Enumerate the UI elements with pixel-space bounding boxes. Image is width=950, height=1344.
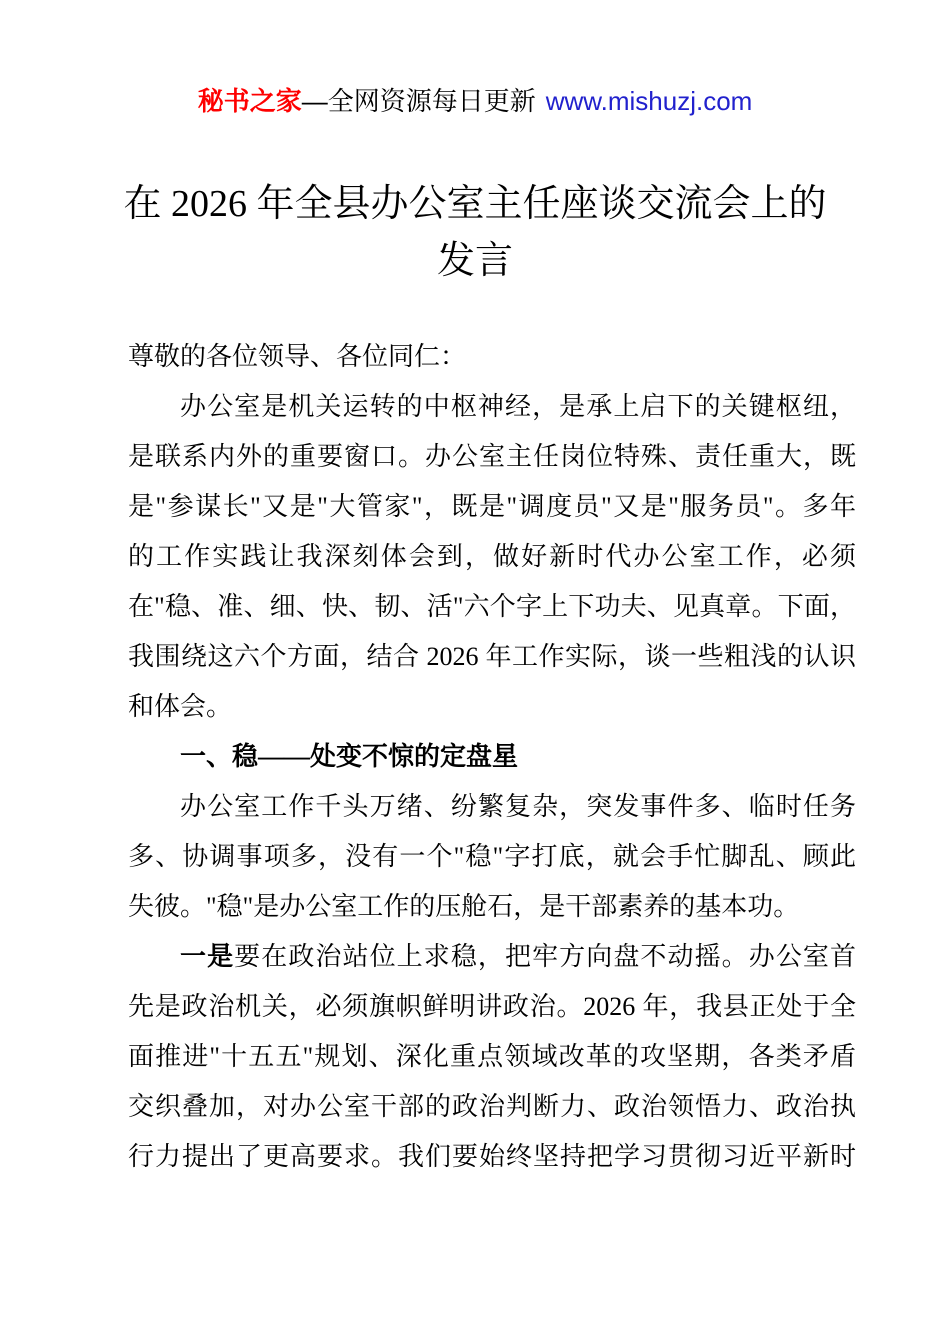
text-run: 行力提出了更高要求。我们要始终坚持把学习贯彻习近平新时 — [128, 1142, 856, 1171]
text-line — [128, 782, 856, 832]
title-line: 发言 — [436, 240, 513, 282]
text-line — [128, 482, 856, 532]
text-run: 要在政治站位上求稳，把牢方向盘不动摇。办公室首 — [234, 942, 856, 971]
text-line — [128, 982, 856, 1032]
text-run: 是"参谋长"又是"大管家"，既是"调度员"又是"服务员"。多年 — [128, 492, 856, 521]
text-run: 的工作实践让我深刻体会到，做好新时代办公室工作，必须 — [128, 542, 856, 571]
text-run: 多、协调事项多，没有一个"稳"字打底，就会手忙脚乱、顾此 — [128, 842, 856, 871]
text-line — [128, 682, 856, 732]
text-line — [128, 632, 856, 682]
text-line — [128, 332, 856, 382]
text-line — [128, 732, 856, 782]
text-line — [128, 932, 856, 982]
document-title — [0, 176, 950, 290]
text-run: 是联系内外的重要窗口。办公室主任岗位特殊、责任重大，既 — [128, 442, 856, 471]
bold-text-run: 一是 — [180, 942, 235, 971]
text-line — [128, 1032, 856, 1082]
text-run: 失彼。"稳"是办公室工作的压舱石，是干部素养的基本功。 — [128, 892, 800, 921]
text-run: 先是政治机关，必须旗帜鲜明讲政治。2026 年，我县正处于全 — [128, 992, 856, 1021]
bold-text-run: 一、稳——处变不惊的定盘星 — [180, 742, 519, 771]
text-run: 和体会。 — [128, 692, 233, 721]
body-text — [128, 332, 856, 1182]
text-line — [128, 1082, 856, 1132]
text-line — [128, 582, 856, 632]
title-line: 在 2026 年全县办公室主任座谈交流会上的 — [123, 183, 827, 225]
site-tagline: —全网资源每日更新 — [301, 86, 536, 116]
text-line — [128, 532, 856, 582]
site-url[interactable]: www.mishuzj.com — [545, 86, 753, 116]
text-run: 面推进"十五五"规划、深化重点领域改革的攻坚期，各类矛盾 — [128, 1042, 856, 1071]
text-line — [128, 882, 856, 932]
text-run: 办公室工作千头万绪、纷繁复杂，突发事件多、临时任务 — [180, 792, 856, 821]
site-brand: 秘书之家 — [197, 86, 302, 116]
text-line — [128, 832, 856, 882]
text-run: 在"稳、准、细、快、韧、活"六个字上下功夫、见真章。下面， — [128, 592, 856, 621]
text-run: 交织叠加，对办公室干部的政治判断力、政治领悟力、政治执 — [128, 1092, 856, 1121]
text-run: 我围绕这六个方面，结合 2026 年工作实际，谈一些粗浅的认识 — [128, 642, 856, 671]
site-header — [0, 86, 950, 116]
text-line — [128, 432, 856, 482]
text-line — [128, 382, 856, 432]
text-line — [128, 1132, 856, 1182]
text-run: 办公室是机关运转的中枢神经，是承上启下的关键枢纽， — [180, 392, 856, 421]
text-run: 尊敬的各位领导、各位同仁： — [128, 342, 467, 371]
